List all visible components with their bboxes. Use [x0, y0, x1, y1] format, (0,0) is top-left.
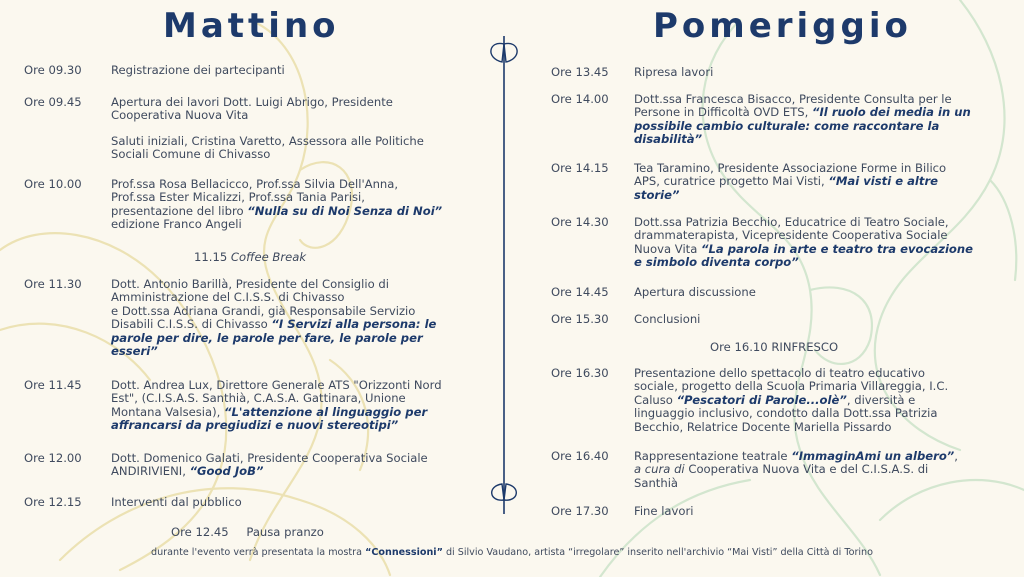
entry-text: Presentazione dello spettacolo di teatro educativo — [634, 366, 926, 380]
quote-title: “Nulla su di Noi Senza di Noi” — [247, 203, 443, 218]
entry-text: Prof.ssa Ester Micalizzi, Prof.ssa Tania Parisi, — [111, 190, 365, 205]
entry-text: Dott. Domenico Galati, Presidente Cooperativa Sociale — [111, 451, 428, 465]
footer-note — [0, 547, 1024, 558]
quote-title: “La parola in arte e teatro tra evocazione — [701, 241, 974, 256]
entry-time: Ore 12.00 — [24, 451, 82, 465]
footer-text: durante l'evento verrà presentata la mostra — [151, 547, 362, 558]
entry-text: Persone in Difficoltà OVD ETS, — [634, 105, 809, 120]
quote-title: storie” — [634, 187, 680, 202]
entry-text: Dott.ssa Francesca Bisacco, Presidente Consulta per le — [634, 92, 952, 106]
entry-text: Conclusioni — [634, 312, 701, 326]
entry-time: Ore 11.45 — [24, 378, 82, 392]
entry-text: Rappresentazione teatrale — [634, 449, 788, 463]
entry-text: edizione Franco Angeli — [111, 217, 242, 232]
entry-time: Ore 11.30 — [24, 277, 82, 291]
entry-text: Apertura discussione — [634, 285, 756, 299]
entry-text: Registrazione dei partecipanti — [111, 63, 285, 77]
break-time: 11.15 — [194, 250, 228, 264]
entry-text: sociale, progetto della Scuola Primaria Villareggia, I.C. — [634, 379, 949, 394]
entry-text: Cooperativa Nuova Vita — [111, 108, 249, 123]
quote-title: esseri” — [111, 344, 158, 359]
break-label: Coffee Break — [230, 250, 307, 264]
entry-text: Apertura dei lavori Dott. Luigi Abrigo, Presidente — [111, 95, 393, 109]
footer-text: di Silvio Vaudano, artista “irregolare” inserito nell'archivio “Mai Visti” della Città di Torino — [445, 547, 873, 558]
afternoon-title: Pomeriggio — [653, 6, 912, 46]
exhibit-title: “Connessioni” — [365, 547, 443, 558]
quote-title: “I Servizi alla persona: le — [271, 317, 437, 332]
break-label: RINFRESCO — [771, 340, 839, 354]
quote-title: possibile cambio culturale: come raccontare la — [634, 118, 940, 133]
entry-text: Dott.ssa Patrizia Becchio, Educatrice di Teatro Sociale, — [634, 215, 949, 229]
entry-text: Fine lavori — [634, 504, 694, 518]
morning-title: Mattino — [163, 6, 340, 46]
entry-time: Ore 16.40 — [551, 449, 609, 463]
break-time: Ore 12.45 — [171, 525, 229, 539]
entry-text: Saluti iniziali, Cristina Varetto, Assessora alle Politiche — [111, 134, 424, 148]
entry-text: , — [954, 449, 958, 463]
entry-text: Cooperativa Nuova Vita e del C.I.S.A.S. di — [688, 462, 929, 477]
refreshment-break — [710, 340, 838, 354]
break-label: Pausa pranzo — [246, 525, 324, 539]
entry-text: ANDIRIVIENI, — [111, 464, 186, 479]
entry-time: Ore 14.30 — [551, 215, 609, 229]
entry-text: Caluso — [634, 392, 673, 407]
entry-time: Ore 14.45 — [551, 285, 609, 299]
entry-text: drammaterapista, Vicepresidente Cooperativa Sociale — [634, 228, 948, 243]
entry-time: Ore 10.00 — [24, 177, 82, 191]
entry-text: Disabili C.I.S.S. di Chivasso — [111, 317, 268, 332]
entry-text: , diversità e — [846, 392, 916, 407]
entry-text: linguaggio inclusivo, condotto dalla Dott.ssa Patrizia — [634, 406, 938, 421]
entry-time: Ore 17.30 — [551, 504, 609, 518]
entry-text: Interventi dal pubblico — [111, 495, 242, 509]
quote-title: parole per dire, le parole per fare, le parole per — [111, 330, 423, 345]
break-time: Ore 16.10 — [710, 340, 768, 354]
entry-text: a cura di — [634, 462, 685, 477]
entry-text: Dott. Andrea Lux, Direttore Generale ATS "Orizzonti Nord — [111, 378, 442, 392]
lunch-break — [171, 525, 324, 539]
entry-text: Sociali Comune di Chivasso — [111, 147, 271, 162]
entry-text: Montana Valsesia), — [111, 404, 221, 419]
quote-title: “ImmaginAmi un albero” — [791, 449, 955, 463]
quote-title: affrancarsi da pregiudizi e nuovi stereotipi” — [111, 418, 399, 433]
entry-text: Santhià — [634, 475, 679, 490]
entry-text: Becchio, Relatrice Docente Mariella Pissardo — [634, 419, 892, 434]
leaf-divider — [479, 30, 529, 520]
entry-time: Ore 14.15 — [551, 161, 609, 175]
quote-title: “Il ruolo dei media in un — [812, 105, 971, 120]
quote-title: “Mai visti e altre — [828, 174, 939, 189]
entry-time: Ore 12.15 — [24, 495, 82, 509]
quote-title: “Pescatori di Parole...olè” — [676, 392, 847, 407]
quote-title: e simbolo diventa corpo” — [634, 255, 799, 270]
entry-text: Tea Taramino, Presidente Associazione Forme in Bilico — [634, 161, 947, 175]
entry-time: Ore 09.45 — [24, 95, 82, 109]
quote-title: disabilità” — [634, 132, 703, 147]
entry-text: Prof.ssa Rosa Bellacicco, Prof.ssa Silvia Dell'Anna, — [111, 177, 399, 191]
quote-title: “L'attenzione al linguaggio per — [224, 404, 428, 419]
entry-text: e Dott.ssa Adriana Grandi, già Responsabile Servizio — [111, 303, 416, 318]
entry-text: Ripresa lavori — [634, 65, 714, 79]
entry-text: Dott. Antonio Barillà, Presidente del Consiglio di — [111, 277, 389, 291]
coffee-break — [194, 250, 306, 264]
entry-text: Amministrazione del C.I.S.S. di Chivasso — [111, 290, 345, 305]
entry-time: Ore 14.00 — [551, 92, 609, 106]
entry-time: Ore 13.45 — [551, 65, 609, 79]
entry-text: Est", (C.I.S.A.S. Santhià, C.A.S.A. Gattinara, Unione — [111, 391, 406, 406]
entry-time: Ore 09.30 — [24, 63, 82, 77]
entry-text: APS, curatrice progetto Mai Visti, — [634, 174, 825, 189]
entry-text: presentazione del libro — [111, 203, 244, 218]
quote-title: “Good JoB” — [189, 464, 264, 479]
entry-text: Nuova Vita — [634, 241, 698, 256]
entry-time: Ore 15.30 — [551, 312, 609, 326]
entry-time: Ore 16.30 — [551, 366, 609, 380]
